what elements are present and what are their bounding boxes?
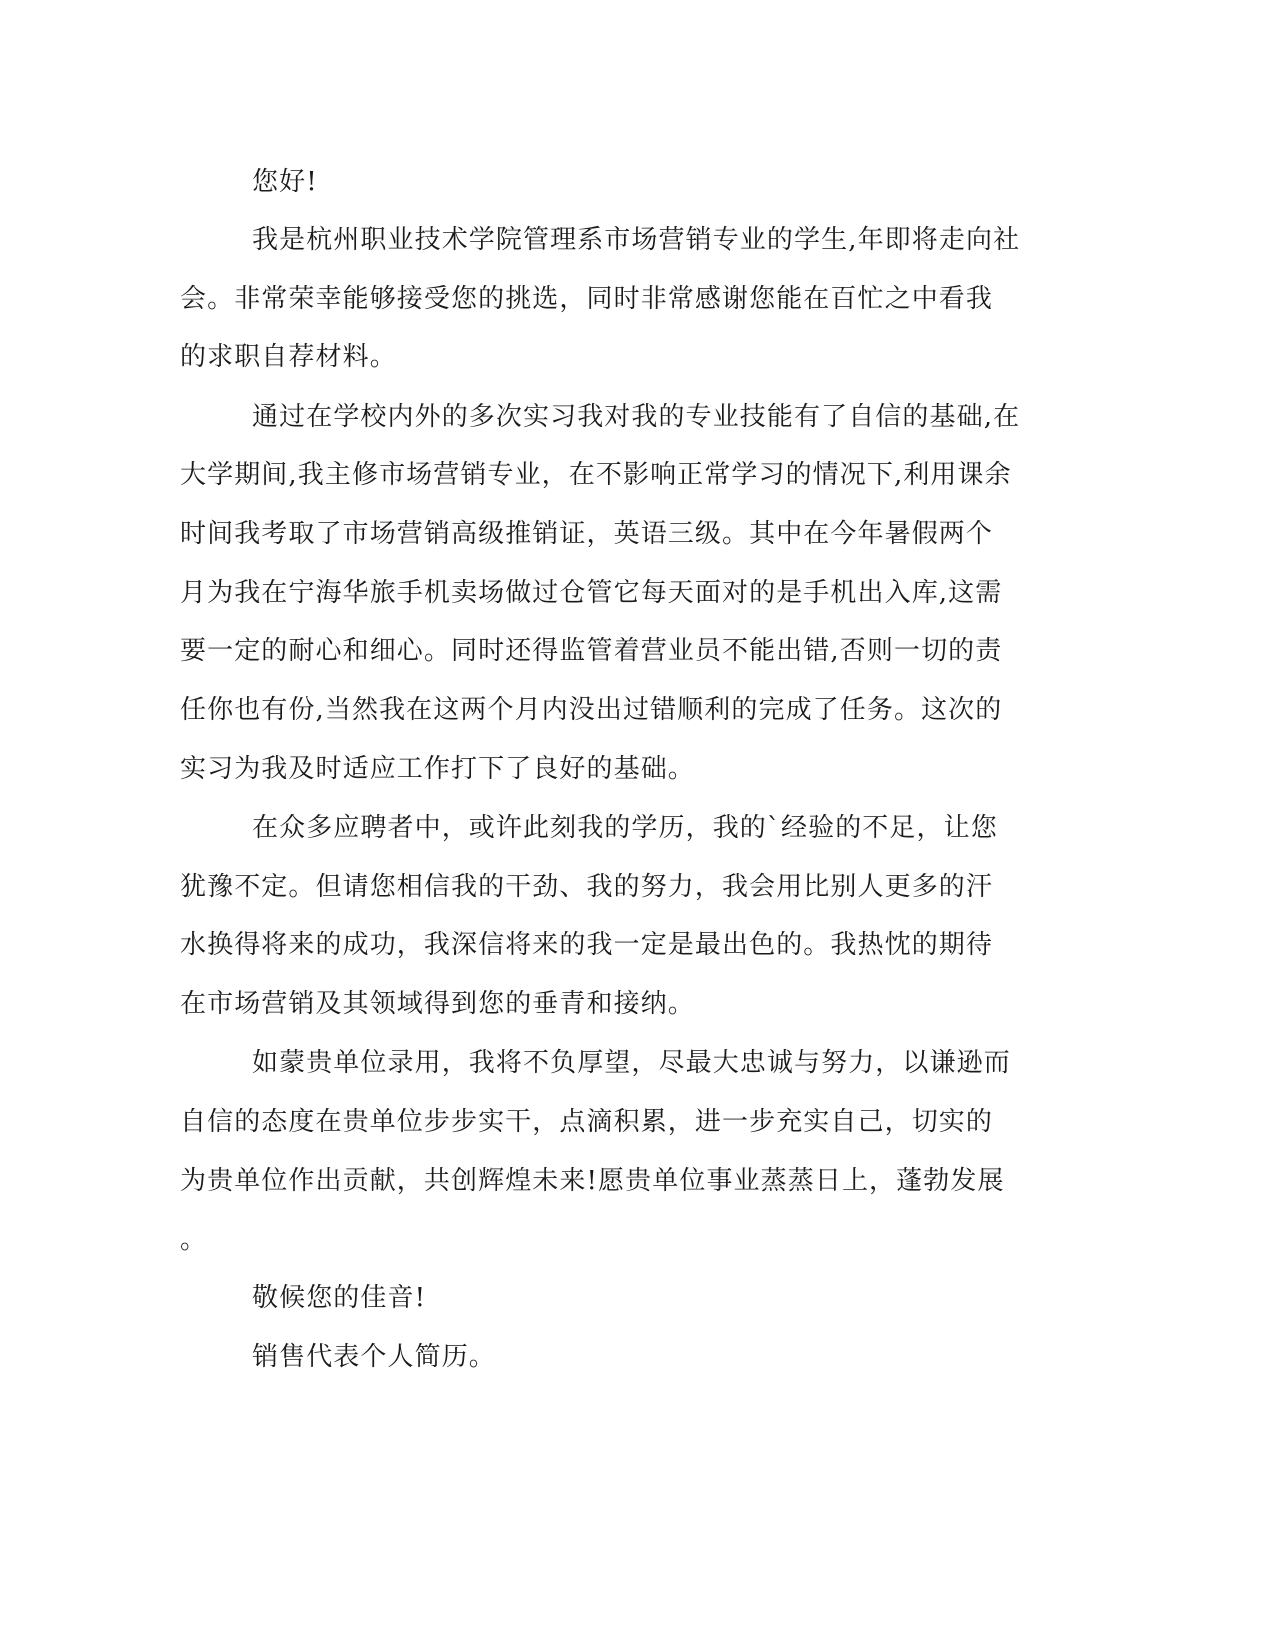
paragraph-3-line-4: 在市场营销及其领域得到您的垂青和接纳。 <box>180 989 695 1019</box>
paragraph-1-line-1: 我是杭州职业技术学院管理系市场营销专业的学生,年即将走向社 <box>252 225 1021 255</box>
paragraph-4-line-4: 。 <box>180 1225 208 1255</box>
paragraph-2-line-6: 任你也有份,当然我在这两个月内没出过错顺利的完成了任务。这次的 <box>180 695 1003 725</box>
closing: 敬候您的佳音! <box>252 1283 427 1313</box>
paragraph-4-line-1: 如蒙贵单位录用，我将不负厚望，尽最大忠诚与努力，以谦逊而 <box>252 1048 1011 1078</box>
paragraph-2-line-4: 月为我在宁海华旅手机卖场做过仓管它每天面对的是手机出入库,这需 <box>180 578 1003 608</box>
paragraph-3-line-3: 水换得将来的成功，我深信将来的我一定是最出色的。我热忱的期待 <box>180 930 994 960</box>
paragraph-1-line-3: 的求职自荐材料。 <box>180 342 397 372</box>
paragraph-2-line-7: 实习为我及时适应工作打下了良好的基础。 <box>180 754 695 784</box>
paragraph-4-line-3: 为贵单位作出贡献，共创辉煌未来!愿贵单位事业蒸蒸日上，蓬勃发展 <box>180 1166 1005 1196</box>
paragraph-3-line-2: 犹豫不定。但请您相信我的干劲、我的努力，我会用比别人更多的汗 <box>180 872 994 902</box>
paragraph-2-line-1: 通过在学校内外的多次实习我对我的专业技能有了自信的基础,在 <box>252 402 1021 432</box>
footer-title: 销售代表个人简历。 <box>252 1342 496 1372</box>
paragraph-2-line-5: 要一定的耐心和细心。同时还得监管着营业员不能出错,否则一切的责 <box>180 636 1003 666</box>
paragraph-1-line-2: 会。非常荣幸能够接受您的挑选，同时非常感谢您能在百忙之中看我 <box>180 284 994 314</box>
paragraph-2-line-2: 大学期间,我主修市场营销专业，在不影响正常学习的情况下,利用课余 <box>180 460 1012 490</box>
paragraph-3-line-1: 在众多应聘者中，或许此刻我的学历，我的`经验的不足，让您 <box>252 813 998 843</box>
paragraph-4-line-2: 自信的态度在贵单位步步实干，点滴积累，进一步充实自己，切实的 <box>180 1107 994 1137</box>
greeting: 您好! <box>252 167 318 197</box>
paragraph-2-line-3: 时间我考取了市场营销高级推销证，英语三级。其中在今年暑假两个 <box>180 519 994 549</box>
